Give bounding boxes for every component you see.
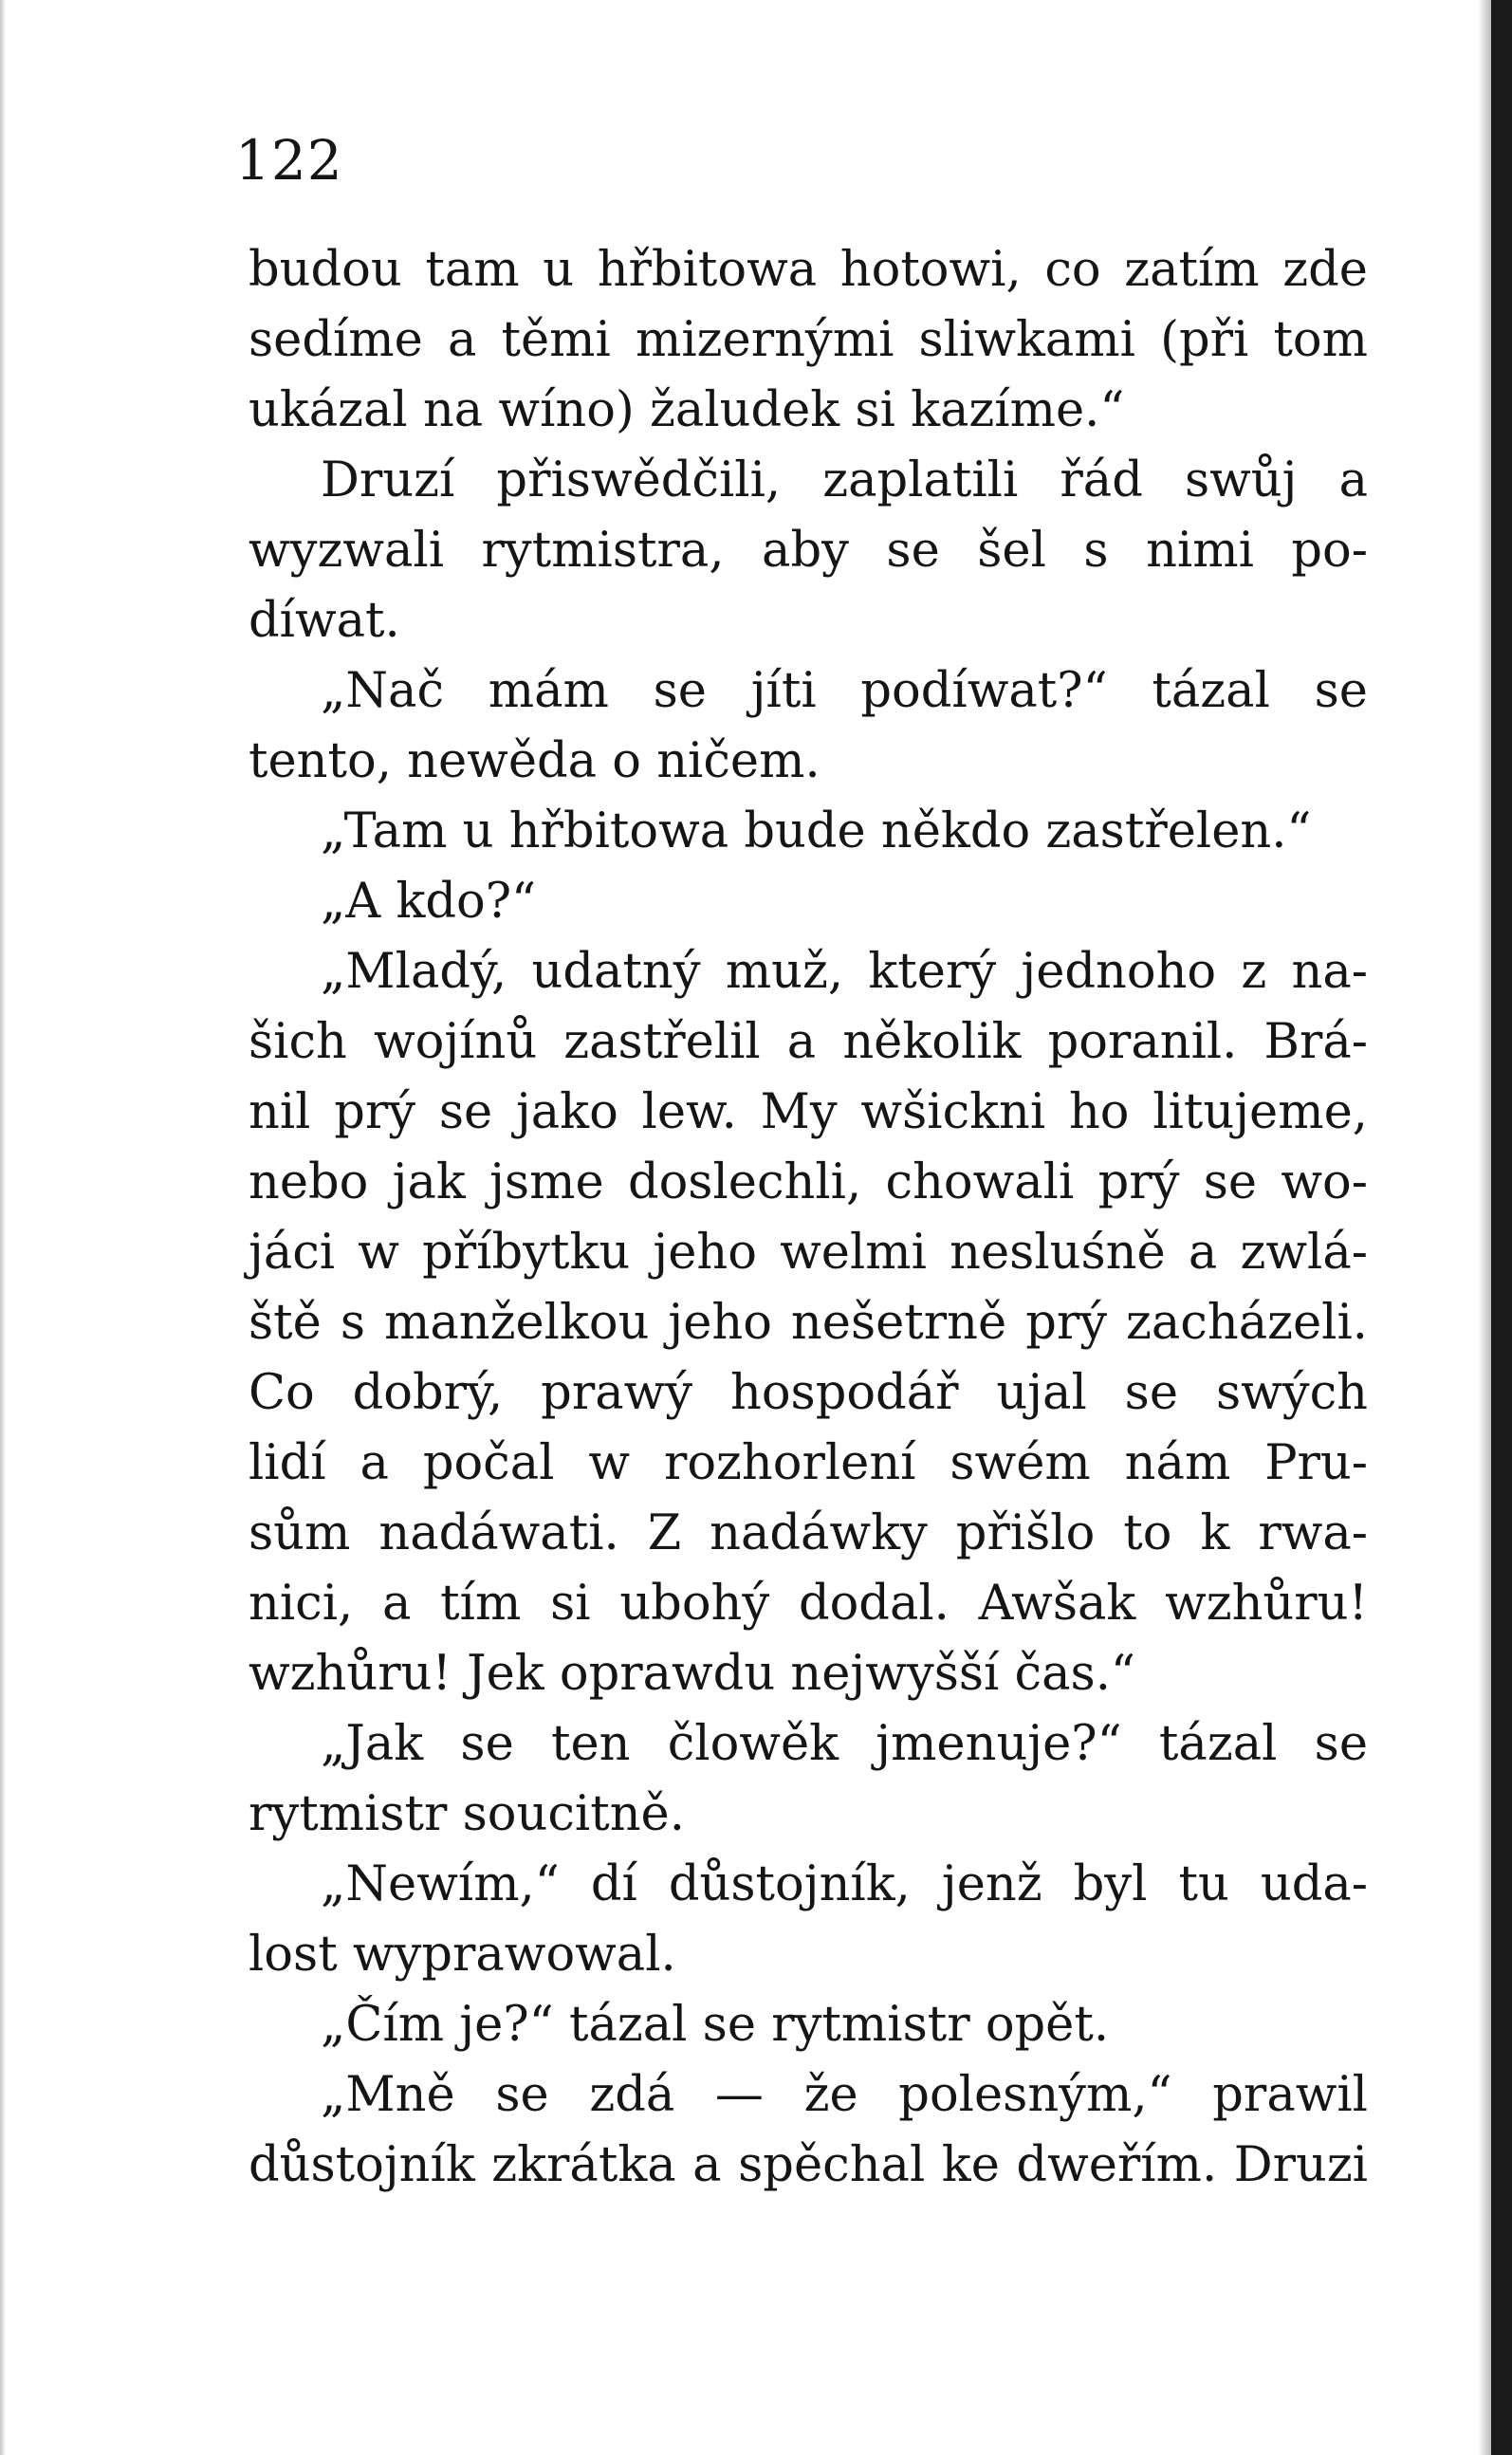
text-line: nici, a tím si ubohý dodal. Awšak wzhůru!: [249, 1576, 1368, 1632]
page-number: 122: [235, 128, 343, 193]
text-line: „Nač mám se jíti podíwat?“ tázal se: [321, 663, 1368, 719]
text-line: ště s manželkou jeho nešetrně prý zacházeli.: [249, 1295, 1368, 1351]
scan-edge-right: [1491, 0, 1512, 2455]
text-line: lidí a počal w rozhorlení swém nám Pru-: [249, 1435, 1368, 1491]
text-line: „Mladý, udatný muž, který jednoho z na-: [321, 944, 1368, 1000]
text-line: „Jak se ten člowěk jmenuje?“ tázal se: [321, 1716, 1368, 1772]
text-line: wyzwali rytmistra, aby se šel s nimi po-: [249, 523, 1368, 579]
text-line: „A kdo?“: [321, 874, 537, 930]
text-line: „Tam u hřbitowa bude někdo zastřelen.“: [321, 803, 1312, 859]
text-line: Co dobrý, prawý hospodář ujal se swých: [249, 1365, 1368, 1421]
text-line: rytmistr soucitně.: [249, 1786, 685, 1842]
text-line: „Mně se zdá — že polesným,“ prawil: [321, 2067, 1368, 2123]
text-line: tento, newěda o ničem.: [249, 733, 821, 789]
text-line: „Newím,“ dí důstojník, jenž byl tu uda-: [321, 1856, 1368, 1912]
text-line: nebo jak jsme doslechli, chowali prý se wo-: [249, 1154, 1368, 1210]
text-line: díwat.: [249, 593, 400, 649]
text-line: nil prý se jako lew. My wšickni ho litujeme,: [249, 1084, 1368, 1140]
text-line: „Čím je?“ tázal se rytmistr opět.: [321, 1997, 1110, 2053]
text-line: Druzí přiswědčili, zaplatili řád swůj a: [321, 452, 1368, 508]
text-line: ukázal na wíno) žaludek si kazíme.“: [249, 382, 1125, 438]
scan-edge-left: [0, 0, 6, 2455]
text-line: wzhůru! Jek oprawdu nejwyšší čas.“: [249, 1646, 1135, 1702]
text-line: sům nadáwati. Z nadáwky přišlo to k rwa-: [249, 1505, 1368, 1561]
text-line: sedíme a těmi mizernými sliwkami (při tom: [249, 312, 1368, 368]
text-line: jáci w příbytku jeho welmi nesluśně a zwlá-: [249, 1225, 1368, 1281]
text-line: šich wojínů zastřelil a několik poranil. Brá-: [249, 1014, 1368, 1070]
text-line: důstojník zkrátka a spěchal ke dweřím. Druzi: [249, 2137, 1368, 2193]
text-line: lost wyprawowal.: [249, 1927, 676, 1983]
text-line: budou tam u hřbitowa hotowi, co zatím zde: [249, 242, 1368, 298]
